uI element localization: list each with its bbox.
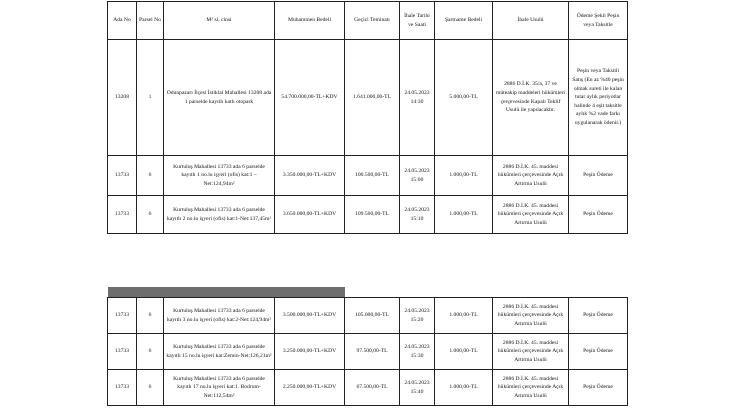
- cell-muhammen: 3.500.000,00-TL+KDV: [275, 298, 345, 334]
- gray-header-band: [108, 287, 345, 298]
- cell-usul: 2886 D.İ.K. 45. maddesi hükümleri çerçevesinde Açık Artırma Usulü: [493, 334, 569, 370]
- table-row: [108, 370, 628, 406]
- cell-parsel: 6: [137, 298, 164, 334]
- cell-cinsi: Kurtuluş Mahallesi 13733 ada 6 parselde kayıtlı 1 no.lu işyeri (ofis) kat:1 – Net:124,94m²: [164, 156, 275, 196]
- cell-sartname: 5.000,00-TL: [435, 40, 493, 156]
- cell-tarih: [400, 298, 435, 334]
- cell-ada: 13733: [108, 156, 137, 196]
- cell-muhammen: 54.700.000,00-TL+KDV: [275, 40, 345, 156]
- header-parsel: Parsel No: [137, 2, 164, 40]
- header-ada: Ada No: [108, 2, 137, 40]
- cell-parsel: 6: [137, 370, 164, 406]
- cell-gecici: 97.500,00-TL: [345, 334, 400, 370]
- header-band-blank: [345, 287, 628, 298]
- auction-table-top: [107, 1, 628, 234]
- cell-date: 24.05.2023: [404, 89, 430, 96]
- cell-sartname: 1.000,00-TL: [435, 334, 493, 370]
- cell-gecici: 67.500,00-TL: [345, 370, 400, 406]
- table-row: [108, 40, 628, 156]
- cell-odeme: Peşin Ödeme: [569, 370, 628, 406]
- cell-cinsi: Kurtuluş Mahallesi 13733 ada 6 parselde kayıtlı 17 no.lu işyeri kat:1. Bodrum-Net:112,54m²: [164, 370, 275, 406]
- cell-sartname: 1.000,00-TL: [435, 298, 493, 334]
- cell-odeme: Peşin Ödeme: [569, 334, 628, 370]
- header-usul: İhale Usulü: [493, 2, 569, 40]
- cell-time: 15:00: [410, 176, 424, 183]
- cell-tarih: [400, 40, 435, 156]
- cell-parsel: 6: [137, 196, 164, 234]
- cell-odeme: Peşin Ödeme: [569, 196, 628, 234]
- cell-time: 15:20: [410, 316, 424, 323]
- cell-sartname: 1.000,00-TL: [435, 156, 493, 196]
- cell-tarih: [400, 334, 435, 370]
- header-sartname: Şartname Bedeli: [435, 2, 493, 40]
- cell-ada: 13733: [108, 334, 137, 370]
- header-m2: M² si, cinsi: [164, 2, 275, 40]
- cell-gecici: 1.641.000,00-TL: [345, 40, 400, 156]
- cell-date: 24.05.2023: [404, 167, 430, 174]
- cell-gecici: 109.500,00-TL: [345, 196, 400, 234]
- cell-muhammen: 2.250.000,00-TL+KDV: [275, 370, 345, 406]
- cell-tarih: [400, 196, 435, 234]
- cell-time: 15:10: [410, 215, 424, 222]
- cell-usul: 2886 D.İ.K. 45. maddesi hükümleri çerçevesinde Açık Artırma Usulü: [493, 156, 569, 196]
- table-row: [108, 196, 628, 234]
- header-ihale-tarih: İhale Tarihi ve Saati: [400, 2, 435, 40]
- cell-muhammen: 3.250.000,00-TL+KDV: [275, 334, 345, 370]
- cell-sartname: 1.000,00-TL: [435, 370, 493, 406]
- cell-usul: 2886 D.İ.K. 45. maddesi hükümleri çerçevesinde Açık Artırma Usulü: [493, 196, 569, 234]
- cell-ada: 13733: [108, 370, 137, 406]
- cell-date: 24.05.2023: [404, 307, 430, 314]
- cell-cinsi: Kurtuluş Mahallesi 13733 ada 6 parselde kayıtlı 15 no.lu işyeri kat:Zemin-Net:126,21m²: [164, 334, 275, 370]
- header-odeme: Ödeme Şekli Peşin veya Taksitle: [569, 2, 628, 40]
- header-row: [108, 2, 628, 40]
- cell-gecici: 105.000,00-TL: [345, 298, 400, 334]
- cell-time: 15:40: [410, 388, 424, 395]
- cell-date: 24.05.2023: [404, 206, 430, 213]
- cell-tarih: [400, 370, 435, 406]
- cell-tarih: [400, 156, 435, 196]
- cell-cinsi: Kurtuluş Mahallesi 13733 ada 6 parselde kayıtlı 2 no.lu işyeri (ofis) kat:1-Net:137,45m²: [164, 196, 275, 234]
- cell-odeme: Peşin Ödeme: [569, 298, 628, 334]
- cell-usul: 2886 D.İ.K. 45. maddesi hükümleri çerçevesinde Açık Artırma Usulü: [493, 370, 569, 406]
- cell-cinsi: Odunpazarı İlçesi İstiklal Mahallesi 13208 ada 1 parselde kayıtlı katlı otopark: [164, 40, 275, 156]
- table-top-border: [108, 287, 628, 298]
- page-gap: [107, 236, 627, 287]
- cell-date: 24.05.2023: [404, 343, 430, 350]
- cell-odeme: Peşin Ödeme: [569, 156, 628, 196]
- header-gecici: Geçici Teminatı: [345, 2, 400, 40]
- cell-usul: 2886 D.İ.K. 45. maddesi hükümleri çerçevesinde Açık Artırma Usulü: [493, 298, 569, 334]
- cell-time: 15:30: [410, 352, 424, 359]
- cell-ada: 13733: [108, 298, 137, 334]
- cell-odeme: Peşin veya Taksitli Satış (En az %40 peşin olmak sureti ile kalan tutar aylık periyotlar halinde 4 eşit taksitle aylık %2 vade farkı uygulanarak ödenir.): [569, 40, 628, 156]
- cell-cinsi: Kurtuluş Mahallesi 13733 ada 6 parselde kayıtlı 3 no.lu işyeri (ofis) kat:2-Net:124,94m²: [164, 298, 275, 334]
- cell-ada: 13733: [108, 196, 137, 234]
- table-row: [108, 156, 628, 196]
- cell-parsel: 6: [137, 156, 164, 196]
- table-row: [108, 298, 628, 334]
- cell-usul: 2886 D.İ.K. 35/a, 37 ve müteakip maddeleri hükümleri çerçevesinde Kapalı Teklif Usulü ile yapılacaktır.: [493, 40, 569, 156]
- auction-table-bottom: [107, 287, 628, 406]
- cell-muhammen: 3.650.000,00-TL+KDV: [275, 196, 345, 234]
- cell-time: 14:30: [410, 98, 424, 105]
- cell-parsel: 6: [137, 334, 164, 370]
- cell-gecici: 100.500,00-TL: [345, 156, 400, 196]
- header-muhammen: Muhammen Bedeli: [275, 2, 345, 40]
- cell-date: 24.05.2023: [404, 379, 430, 386]
- cell-parsel: 1: [137, 40, 164, 156]
- cell-muhammen: 3.350.000,00-TL+KDV: [275, 156, 345, 196]
- cell-sartname: 1.000,00-TL: [435, 196, 493, 234]
- table-row: [108, 334, 628, 370]
- cell-ada: 13208: [108, 40, 137, 156]
